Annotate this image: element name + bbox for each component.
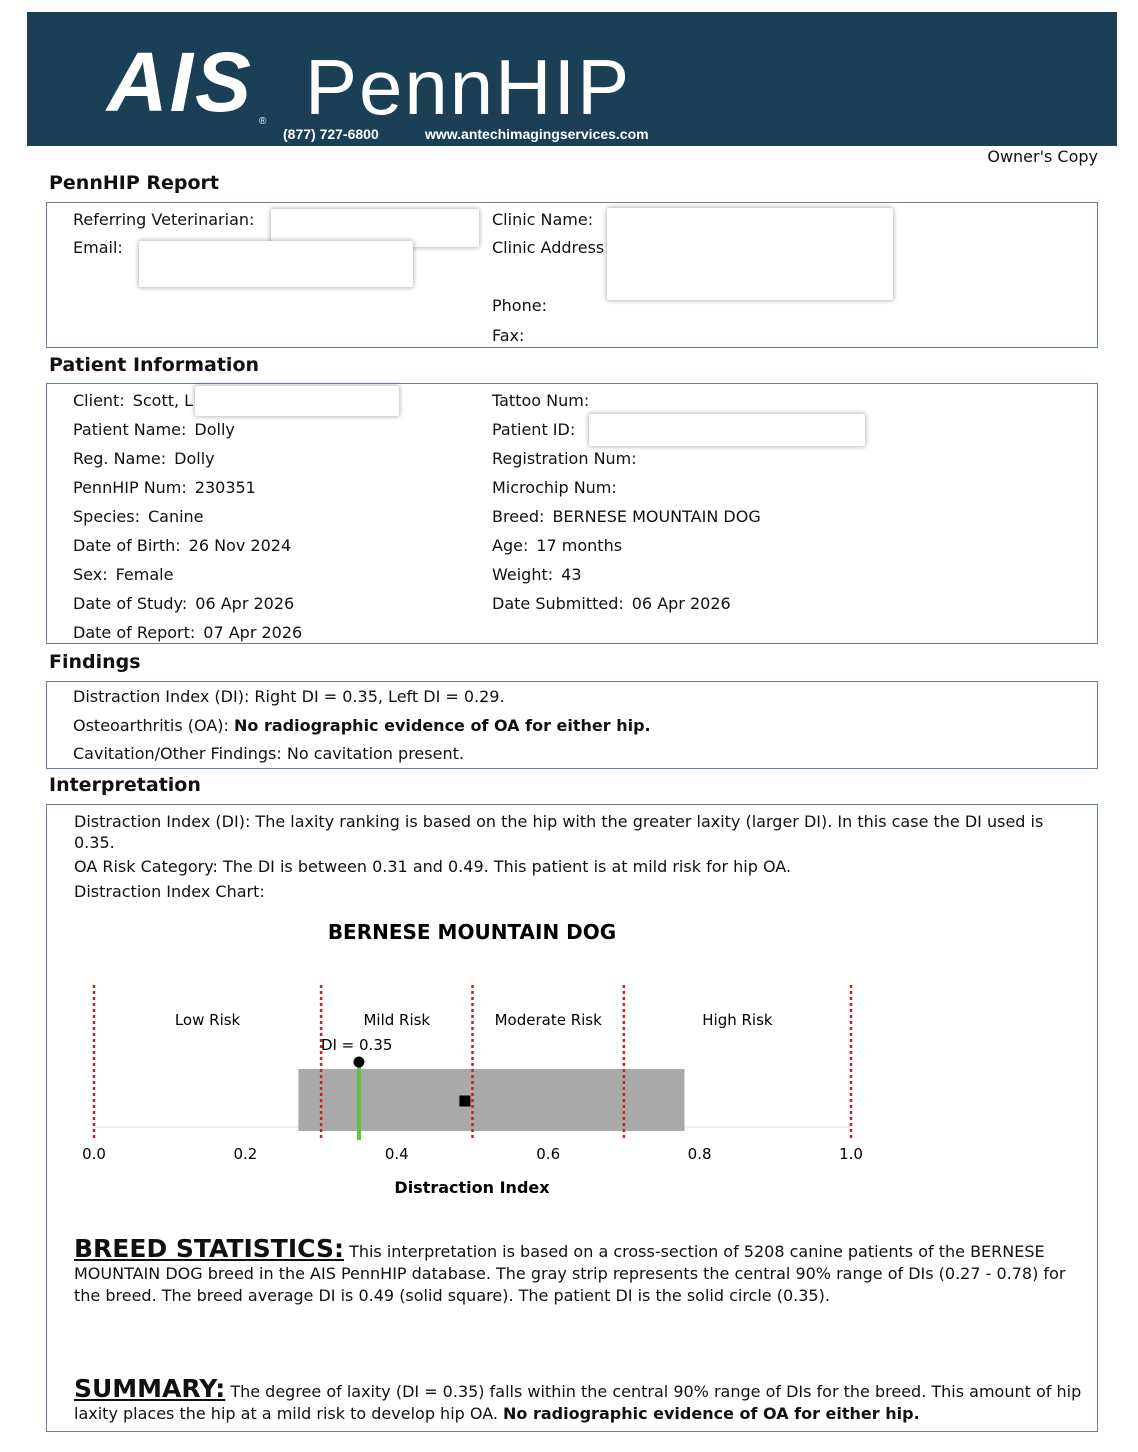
redaction-email	[139, 241, 413, 287]
summary-text: The degree of laxity (DI = 0.35) falls within the central 90% range of DIs for the breed. This amount of hip laxity places the hip at a mild risk to develop hip OA.	[74, 1382, 1082, 1423]
x-tick-label: 0.0	[82, 1145, 106, 1163]
right-row	[492, 391, 597, 410]
findings-cavitation: Cavitation/Other Findings: No cavitation present.	[73, 744, 464, 763]
field-value: 06 Apr 2026	[631, 594, 731, 613]
clinic-name-label: Clinic Name:	[492, 210, 594, 229]
clinic-address-label: Clinic Address	[492, 238, 605, 257]
right-row	[492, 507, 761, 526]
zone-label: Mild Risk	[363, 1011, 431, 1029]
header-banner	[27, 12, 1117, 146]
redaction-clinic	[607, 208, 893, 300]
fax-label: Fax:	[492, 326, 525, 345]
right-row	[492, 565, 582, 584]
field-label: Age:	[492, 536, 529, 555]
summary-bold-text: No radiographic evidence of OA for either hip.	[503, 1404, 920, 1423]
field-label: Species:	[73, 507, 140, 526]
field-label: Registration Num:	[492, 449, 637, 468]
x-tick-label: 1.0	[839, 1145, 863, 1163]
field-value: 06 Apr 2026	[195, 594, 295, 613]
field-value: 07 Apr 2026	[203, 623, 303, 642]
summary-heading: SUMMARY:	[74, 1374, 226, 1403]
interpretation-oa-risk: OA Risk Category: The DI is between 0.31 and 0.49. This patient is at mild risk for hip OA.	[74, 857, 792, 876]
field-value: 230351	[194, 478, 256, 497]
registered-mark: ®	[259, 116, 267, 127]
distraction-index-chart	[62, 912, 902, 1212]
field-label: Patient Name:	[73, 420, 187, 439]
chart-x-axis-label: Distraction Index	[394, 1178, 550, 1197]
zone-label: Low Risk	[174, 1011, 241, 1029]
right-row	[492, 594, 731, 613]
report-box	[46, 202, 1098, 348]
owners-copy-label: Owner's Copy	[987, 147, 1098, 166]
breed-statistics	[74, 1234, 1084, 1307]
right-row	[492, 478, 625, 497]
x-tick-label: 0.2	[233, 1145, 258, 1163]
chart-title: BERNESE MOUNTAIN DOG	[327, 920, 617, 944]
right-row	[492, 449, 645, 468]
x-tick-label: 0.8	[687, 1145, 712, 1163]
findings-oa: Osteoarthritis (OA): No radiographic evidence of OA for either hip.	[73, 716, 651, 735]
field-label: Microchip Num:	[492, 478, 617, 497]
field-label: PennHIP Num:	[73, 478, 187, 497]
pennhip-logo: PennHIP	[305, 43, 632, 131]
interpretation-di: Distraction Index (DI): The laxity ranking is based on the hip with the greater laxity (larger DI). In this case the DI used is 0.35.	[74, 812, 1044, 852]
patient-di-marker	[353, 1057, 364, 1068]
header-phone: (877) 727-6800	[283, 126, 379, 142]
breed-statistics-text: This interpretation is based on a cross-section of 5208 canine patients of the BERNESE MOUNTAIN DOG breed in the AIS PennHIP database. The gray strip represents the central 90% range of DIs (0.27 - 0.78) for the breed. The breed average DI is 0.49 (solid square). The patient DI is the solid circle (0.35).	[74, 1242, 1066, 1305]
field-label: Tattoo Num:	[492, 391, 590, 410]
email-label: Email:	[73, 238, 123, 257]
findings-section-title: Findings	[49, 651, 141, 673]
left-row	[73, 565, 173, 584]
phone-label: Phone:	[492, 296, 547, 315]
ais-logo: AIS	[107, 35, 254, 129]
field-value: Dolly	[194, 420, 235, 439]
redaction-client	[195, 386, 399, 416]
right-row	[492, 536, 622, 555]
left-row	[73, 391, 193, 410]
field-label: Date Submitted:	[492, 594, 624, 613]
zone-label: Moderate Risk	[494, 1011, 602, 1029]
left-row	[73, 623, 302, 642]
breed-average-marker	[459, 1096, 470, 1107]
field-label: Weight:	[492, 565, 554, 584]
field-label: Breed:	[492, 507, 545, 526]
right-row	[492, 420, 583, 439]
findings-di: Distraction Index (DI): Right DI = 0.35, Left DI = 0.29.	[73, 687, 505, 706]
x-tick-label: 0.4	[384, 1145, 409, 1163]
breed-statistics-heading: BREED STATISTICS:	[74, 1234, 344, 1263]
field-value: Female	[115, 565, 174, 584]
summary	[74, 1374, 1084, 1425]
findings-box	[46, 681, 1098, 769]
redaction-patient-id	[589, 414, 865, 446]
left-row	[73, 420, 235, 439]
referring-vet-label: Referring Veterinarian:	[73, 210, 255, 229]
zone-label: High Risk	[702, 1011, 773, 1029]
field-value: Canine	[147, 507, 204, 526]
report-section-title: PennHIP Report	[49, 172, 219, 194]
field-value: 17 months	[536, 536, 623, 555]
interpretation-chart-label: Distraction Index Chart:	[74, 882, 265, 901]
left-row	[73, 449, 215, 468]
field-value: 43	[561, 565, 582, 584]
patient-di-label: DI = 0.35	[320, 1036, 393, 1054]
field-label: Reg. Name:	[73, 449, 167, 468]
interpretation-section-title: Interpretation	[49, 774, 201, 796]
left-row	[73, 594, 294, 613]
field-label: Date of Birth:	[73, 536, 181, 555]
field-value: Scott, L	[132, 391, 194, 410]
left-row	[73, 536, 291, 555]
field-value: Dolly	[174, 449, 215, 468]
left-row	[73, 478, 256, 497]
header-website: www.antechimagingservices.com	[425, 126, 649, 142]
field-label: Sex:	[73, 565, 108, 584]
chart-plot-area	[82, 985, 863, 1163]
field-value: 26 Nov 2024	[188, 536, 292, 555]
left-row	[73, 507, 204, 526]
field-label: Date of Study:	[73, 594, 188, 613]
field-label: Date of Report:	[73, 623, 196, 642]
x-tick-label: 0.6	[536, 1145, 561, 1163]
patient-box	[46, 383, 1098, 644]
field-value: BERNESE MOUNTAIN DOG	[552, 507, 761, 526]
field-label: Client:	[73, 391, 125, 410]
breed-range-strip	[298, 1069, 684, 1131]
patient-section-title: Patient Information	[49, 354, 260, 376]
field-label: Patient ID:	[492, 420, 576, 439]
